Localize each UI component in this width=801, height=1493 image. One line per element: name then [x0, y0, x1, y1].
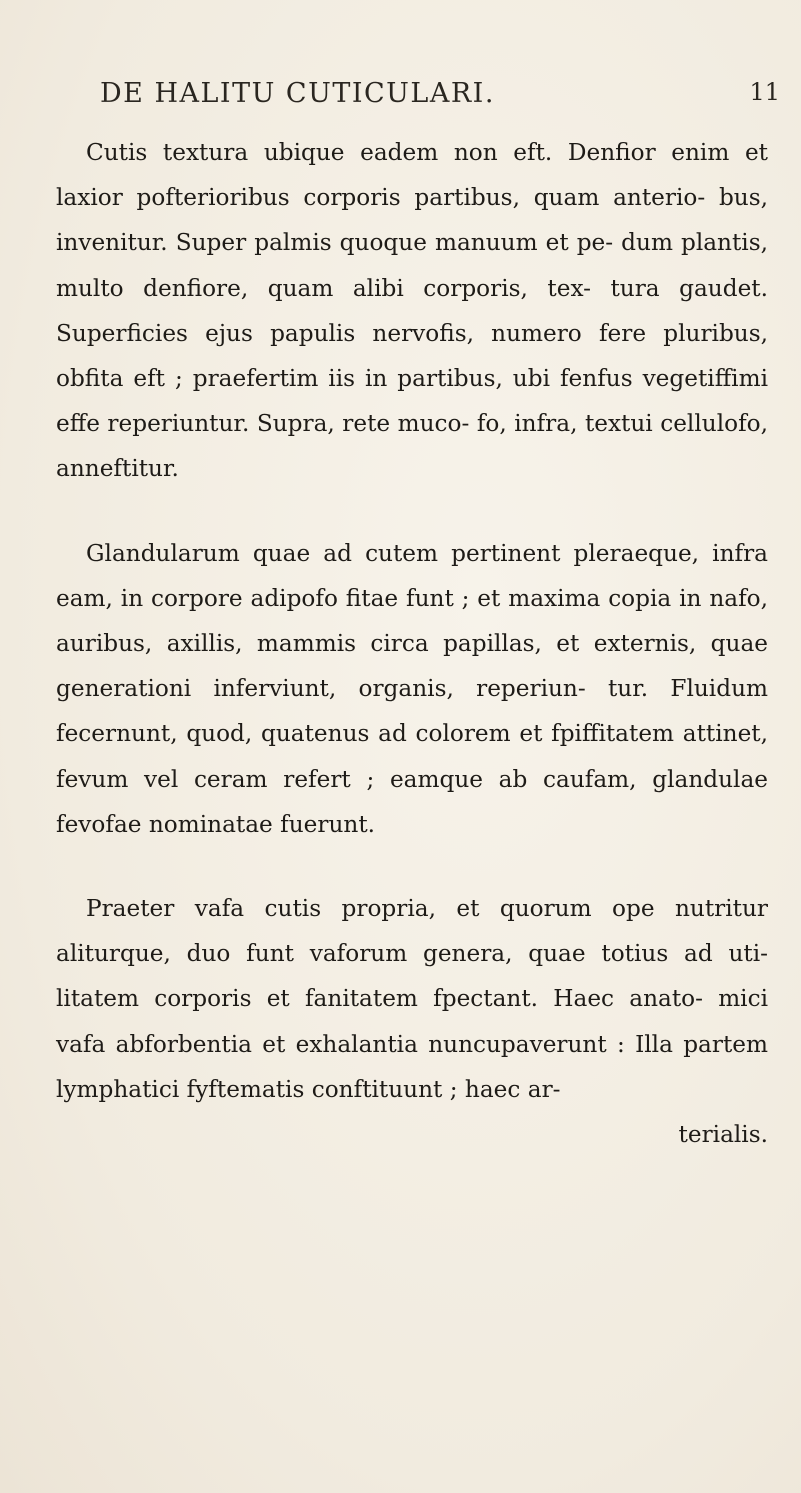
catchword: terialis.	[678, 1121, 768, 1149]
paragraph-praeter-vafa: Praeter vafa cutis propria, et quorum ope nutritur aliturque, duo funt vaforum genera, quae totius ad uti- litatem corporis et fanitatem fpectant. Haec anato- mici vafa abforbentia et exhalantia nuncupaverunt : Illa partem lymphatici fyftematis conftituunt ; haec ar-	[56, 895, 768, 1103]
running-title: DE HALITU CUTICULARI.	[100, 78, 495, 109]
page-header	[100, 78, 780, 118]
paragraph-glandularum: Glandularum quae ad cutem pertinent pleraeque, infra eam, in corpore adipofo fitae funt ; et maxima copia in nafo, auribus, axillis, mammis circa papillas, et externis, quae generationi inferviunt, organis, reperiun- tur. Fluidum fecernunt, quod, quatenus ad colorem et fpiffitatem attinet, fevum vel ceram refert ; eamque ab caufam, glandulae fevofae nominatae fuerunt.	[56, 539, 768, 838]
page-number: 11	[749, 78, 780, 106]
body-text	[56, 130, 768, 1157]
paragraph-cutis-textura: Cutis textura ubique eadem non eft. Denfior enim et laxior pofterioribus corporis partibus, quam anterio- bus, invenitur. Super palmis quoque manuum et pe- dum plantis, multo denfiore, quam alibi corporis, tex- tura gaudet. Superficies ejus papulis nervofis, numero fere pluribus, obfita eft ; praefertim iis in partibus, ubi fenfus vegetiffimi effe reperiuntur. Supra, rete muco- fo, infra, textui cellulofo, anneftitur.	[56, 139, 768, 483]
